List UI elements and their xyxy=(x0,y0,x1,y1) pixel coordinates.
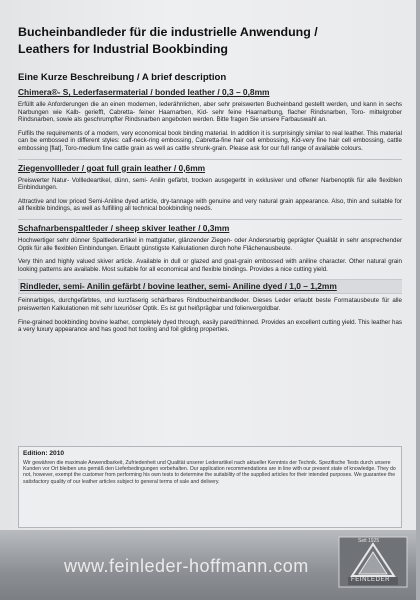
logo-since: Seit 1925 xyxy=(358,538,380,544)
section-heading-chimera: Chimera®- S, Lederfasermaterial / bonded leather / 0,3 – 0,8mm xyxy=(18,87,270,97)
section-heading-sheep: Schafnarbenspaltleder / sheep skiver leather / 0,3mm xyxy=(18,222,230,233)
edition-box xyxy=(18,446,402,528)
disclaimer-text: Wir gewähren die maximale Anwendbarkeit, Zufriedenheit und Qualität unserer Lederartikel nach aktueller Kenntnis der Technik. Spezifische Tests durch unsere Kunden vor Ort bleiben uns gemäß den Lieferbedingungen vorbehalten. Our application recommendations are in line with our present state of knowledge. They do not, however, exempt the customer from performing his own tests to determine the suitability of the supplied articles for their intended purposes. We guarantee the satisfactory quality of our leather articles subject to general terms of sale and delivery. xyxy=(23,460,396,485)
section-heading-bovine: Rindleder, semi- Anilin gefärbt / bovine leather, semi- Aniline dyed / 1,0 – 1,2mm xyxy=(18,279,402,294)
section-paragraph-goat-en: Attractive and low priced Semi-Aniline dyed article, dry-tannage with genuine and very natural grain appearance. Also, thin and suitable for all flexible bindings, as well as fulfilling all technical bookbinding needs. xyxy=(18,197,402,213)
website-link[interactable]: www.feinleder-hoffmann.com xyxy=(64,556,309,576)
title-english: Leathers for Industrial Bookbinding xyxy=(18,42,228,56)
divider xyxy=(18,219,402,220)
company-logo xyxy=(338,536,408,588)
page-edge xyxy=(416,0,420,600)
document-content xyxy=(18,24,402,340)
subtitle: Eine Kurze Beschreibung / A brief description xyxy=(18,72,227,83)
section-heading-goat: Ziegenvollleder / goat full grain leather / 0,6mm xyxy=(18,162,206,173)
section-paragraph-sheep-de: Hochwertiger sehr dünner Spaltlederartikel in mattglatter, glänzender Ziegen- oder Andersnarbig geprägter Qualität in sehr ansprechender Optik für alle flexiblen Einbindungen. Erlaubt günstigste Kalkulationen durch hohe Flächenausbeute. xyxy=(18,236,402,252)
section-paragraph-goat-de: Preiswerter Natur- Vollledeartikel, dünn, semi- Anilin gefärbt, trocken ausgegerbt in exklusiver und offener Narbenoptik für alle flexiblen Einbindungen. xyxy=(18,176,402,192)
section-paragraph-chimera-en: Fulfils the requirements of a modern, very economical book binding material. In addition it is surprisingly similar to real leather. This material can be embossed in different styles: calf-neck-ring embossing, Cabretta-fine hair cell embossing, Kid-very fine hair cell embossing, cattle embossing [flat], Toro-medium fine cattle grain as well as cattle shrunk-grain. Please ask for our full range of available colours. xyxy=(18,129,402,152)
section-paragraph-bovine-de: Feinnarbiges, durchgefärbtes, und kurzfaserig schärfbares Rindbucheinbandleder. Dieses Leder erlaubt beste Formatausbeute für alle preiswerten Kalkulationen mit sehr luxuriöser Optik. Es ist gut heißprägbar und folienvergoldbar. xyxy=(18,297,402,312)
edition-label: Edition: 2010 xyxy=(23,450,65,457)
section-paragraph-sheep-en: Very thin and highly valued skiver article. Available in dull or glazed and goat-grain embossed with aniline character. Other natural grain looking patterns are available. Most suitable for all economical and flexible bindings. Provides a nice cutting yield. xyxy=(18,258,402,273)
divider xyxy=(18,159,402,160)
section-paragraph-bovine-en: Fine-grained bookbinding bovine leather, completely dyed through, easily pared/thinned. Provides an excellent cutting yield. This leather has a very luxury appearance and has good hot tooling and foil gilding properties. xyxy=(18,318,402,334)
section-paragraph-chimera-de: Erfüllt alle Anforderungen die an einen modernen, lederähnlichen, aber sehr preiswerten Bucheinband gestellt werden, und kann in sechs Narbungen wie Kalb- geriefft, Cabretta- feiner Haarnarben, Kid- sehr feine Haarnarbung, flacher Rindsnarben, Toro- mittelgrober Rindsnarben, sowie als geschrumpfter Rindsnarben angeboten werden. Bitte fragen Sie unsere Farbauswahl an. xyxy=(18,101,402,124)
title-german: Bucheinbandleder für die industrielle Anwendung / xyxy=(18,25,318,39)
logo-wordmark: FEINLEDER xyxy=(351,577,391,583)
